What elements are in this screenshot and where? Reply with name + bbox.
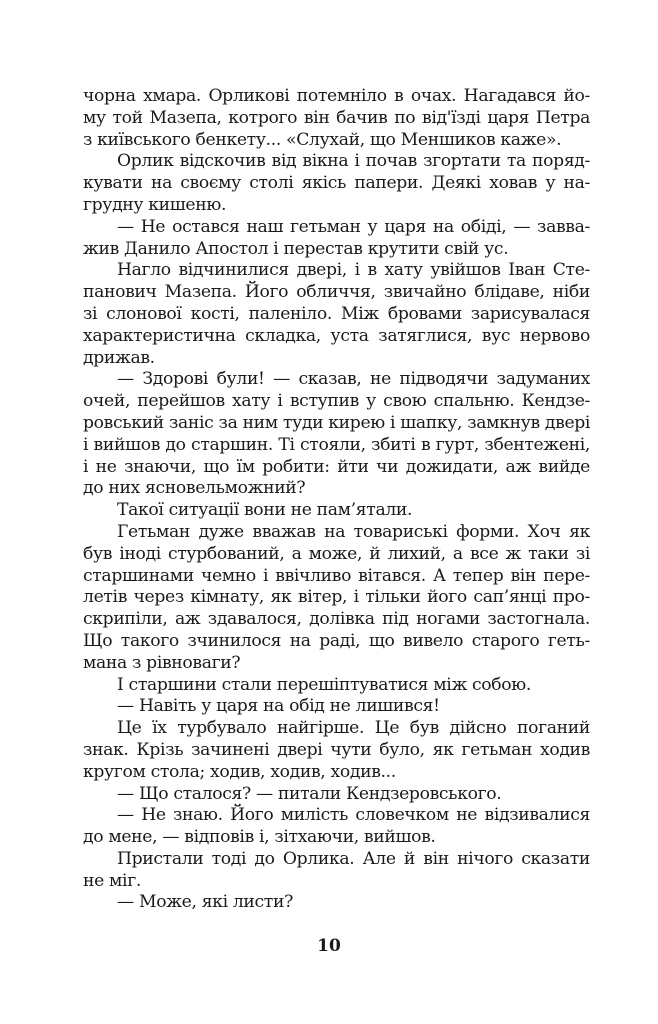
text-line: — Не остався наш гетьман у царя на обіді, — завва- bbox=[117, 216, 590, 237]
text-line: зі слонової кості, паленіло. Між бровами зарисувалася bbox=[83, 303, 590, 324]
text-line: ровський заніс за ним туди кирею і шапку, замкнув двері bbox=[83, 412, 591, 433]
paragraph bbox=[83, 500, 590, 522]
text-line: грудну кишеню. bbox=[83, 194, 227, 215]
paragraph bbox=[83, 849, 590, 893]
text-line: знак. Крізь зачинені двері чути було, як гетьман ходив bbox=[83, 739, 590, 760]
text-line: му той Мазепа, котрого він бачив по від'їзді царя Петра bbox=[83, 107, 590, 128]
text-line: Гетьман дуже вважав на товариські форми. Хоч як bbox=[117, 521, 590, 542]
page-body bbox=[83, 86, 590, 914]
text-line: кругом стола; ходив, ходив, ходив... bbox=[83, 761, 396, 782]
text-line: дрижав. bbox=[83, 347, 155, 368]
paragraph bbox=[83, 718, 590, 783]
page-number: 10 bbox=[317, 936, 341, 956]
paragraph bbox=[83, 151, 590, 216]
text-line: — Здорові були! — сказав, не підводячи задуманих bbox=[117, 369, 590, 390]
text-line: І старшини стали перешіптуватися між собою. bbox=[117, 674, 532, 695]
text-line: мана з рівноваги? bbox=[83, 652, 241, 673]
text-line: характеристична складка, уста затяглися, вус нервово bbox=[83, 325, 590, 346]
paragraph bbox=[83, 86, 590, 151]
paragraph bbox=[83, 260, 590, 369]
text-line: — Що сталося? — питали Кендзеровського. bbox=[117, 783, 502, 804]
text-line: — Навіть у царя на обід не лишився! bbox=[117, 696, 440, 717]
text-line: і не знаючи, що їм робити: йти чи дожидати, аж вийде bbox=[83, 456, 590, 477]
text-line: очей, перейшов хату і вступив у свою спальню. Кендзе- bbox=[83, 391, 590, 412]
text-line: старшинами чемно і ввічливо вітався. А тепер він пере- bbox=[83, 565, 590, 586]
text-line: Пристали тоді до Орлика. Але й він нічого сказати bbox=[117, 848, 590, 869]
paragraph bbox=[83, 675, 590, 697]
text-line: жив Данило Апостол і перестав крутити свій ус. bbox=[83, 238, 509, 259]
text-line: — Може, які листи? bbox=[117, 892, 293, 913]
text-line: і вийшов до старшин. Ті стояли, збиті в гурт, збентежені, bbox=[83, 434, 590, 455]
text-line: Це їх турбувало найгірше. Це був дійсно поганий bbox=[117, 718, 590, 739]
paragraph bbox=[83, 892, 590, 914]
text-line: до мене, — відповів і, зітхаючи, вийшов. bbox=[83, 827, 436, 848]
text-line: до них ясновельможний? bbox=[83, 478, 306, 499]
text-line: не міг. bbox=[83, 870, 141, 891]
text-line: з київського бенкету... «Слухай, що Меншиков каже». bbox=[83, 129, 562, 150]
paragraph bbox=[83, 696, 590, 718]
text-line: панович Мазепа. Його обличчя, звичайно блідаве, ніби bbox=[83, 282, 590, 303]
text-line: кувати на своєму столі якісь папери. Деякі ховав у на- bbox=[83, 173, 590, 194]
text-line: Такої ситуації вони не пам’ятали. bbox=[117, 500, 413, 521]
text-line: летів через кімнату, як вітер, і тільки його сап’янці про- bbox=[83, 587, 590, 608]
paragraph bbox=[83, 369, 590, 500]
text-line: Нагло відчинилися двері, і в хату увійшов Іван Сте- bbox=[117, 260, 590, 281]
text-line: був іноді стурбований, а може, й лихий, а все ж таки зі bbox=[83, 543, 590, 564]
text-line: скрипіли, аж здавалося, долівка під ногами застогнала. bbox=[83, 609, 590, 630]
text-line: Орлик відскочив від вікна і почав згортати та поряд- bbox=[117, 151, 590, 172]
text-line: чорна хмара. Орликові потемніло в очах. Нагадався йо- bbox=[83, 86, 590, 106]
text-line: Що такого зчинилося на раді, що вивело старого геть- bbox=[83, 630, 590, 651]
paragraph bbox=[83, 805, 590, 849]
paragraph bbox=[83, 217, 590, 261]
paragraph bbox=[83, 784, 590, 806]
text-line: — Не знаю. Його милість словечком не відзивалися bbox=[117, 805, 590, 826]
paragraph bbox=[83, 522, 590, 675]
